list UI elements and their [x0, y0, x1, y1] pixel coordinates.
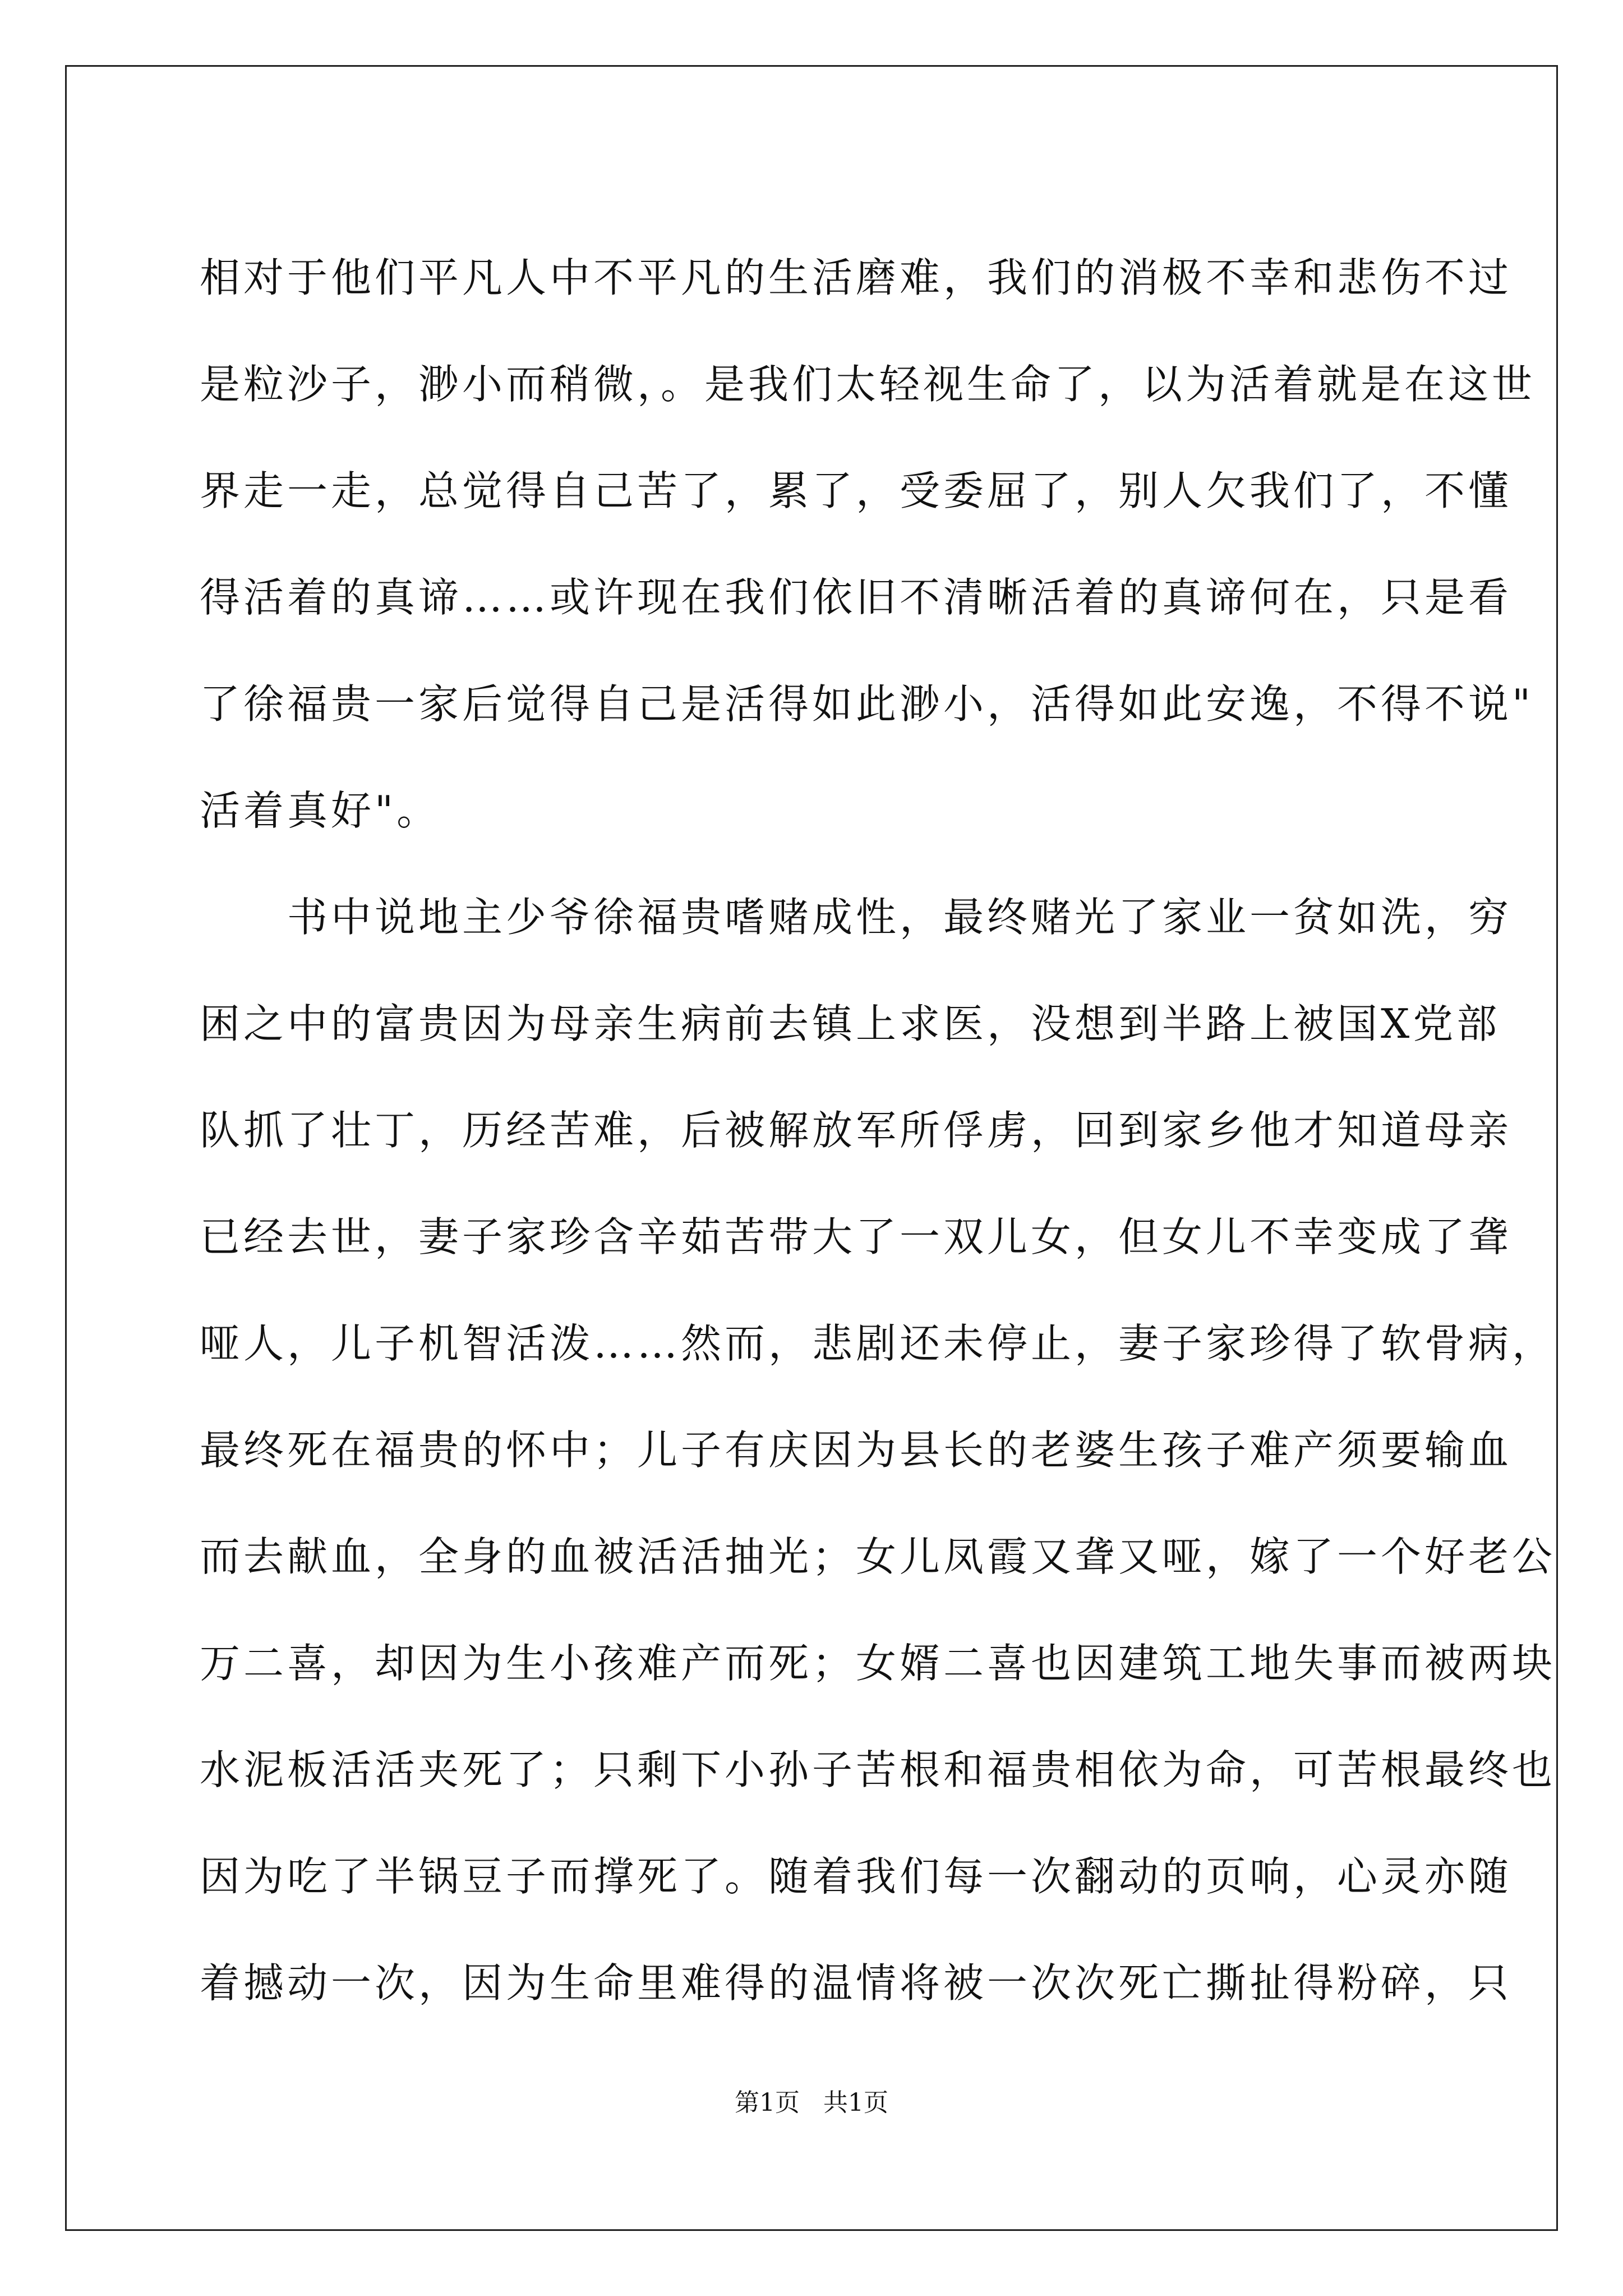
text-line-2: 是粒沙子，渺小而稍微，。是我们太轻视生命了，以为活着就是在这世: [200, 361, 1536, 408]
document-body: [200, 224, 1556, 2036]
text-line-5: 了徐福贵一家后觉得自己是活得如此渺小，活得如此安逸，不得不说": [200, 680, 1534, 728]
text-line-16: 因为吃了半锅豆子而撑死了。随着我们每一次翻动的页响，心灵亦随: [200, 1853, 1513, 1900]
text-line-7: 书中说地主少爷徐福贵嗜赌成性，最终赌光了家业一贫如洗，穷: [287, 894, 1513, 941]
text-line-15: 水泥板活活夹死了；只剩下小孙子苦根和福贵相依为命，可苦根最终也: [200, 1746, 1556, 1793]
text-line-3: 界走一走，总觉得自己苦了，累了，受委屈了，别人欠我们了，不懂: [200, 467, 1513, 514]
text-line-4: 得活着的真谛……或许现在我们依旧不清晰活着的真谛何在，只是看: [200, 574, 1513, 621]
text-line-8: 困之中的富贵因为母亲生病前去镇上求医，没想到半路上被国X党部: [200, 1000, 1501, 1047]
text-line-12: 最终死在福贵的怀中；儿子有庆因为县长的老婆生孩子难产须要输血: [200, 1427, 1513, 1474]
text-line-10: 已经去世，妻子家珍含辛茹苦带大了一双儿女，但女儿不幸变成了聋: [200, 1213, 1513, 1260]
text-line-17: 着撼动一次，因为生命里难得的温情将被一次次死亡撕扯得粉碎，只: [200, 1959, 1513, 2007]
text-line-9: 队抓了壮丁，历经苦难，后被解放军所俘虏，回到家乡他才知道母亲: [200, 1107, 1513, 1154]
page-footer: 第1页 共1页: [735, 2088, 888, 2117]
text-line-1: 相对于他们平凡人中不平凡的生活磨难，我们的消极不幸和悲伤不过: [200, 254, 1513, 301]
text-line-13: 而去献血，全身的血被活活抽光；女儿凤霞又聋又哑，嫁了一个好老公: [200, 1533, 1556, 1580]
text-line-14: 万二喜，却因为生小孩难产而死；女婿二喜也因建筑工地失事而被两块: [200, 1640, 1556, 1687]
text-line-11: 哑人，儿子机智活泼……然而，悲剧还未停止，妻子家珍得了软骨病，: [200, 1320, 1556, 1367]
text-line-6: 活着真好"。: [200, 787, 441, 834]
